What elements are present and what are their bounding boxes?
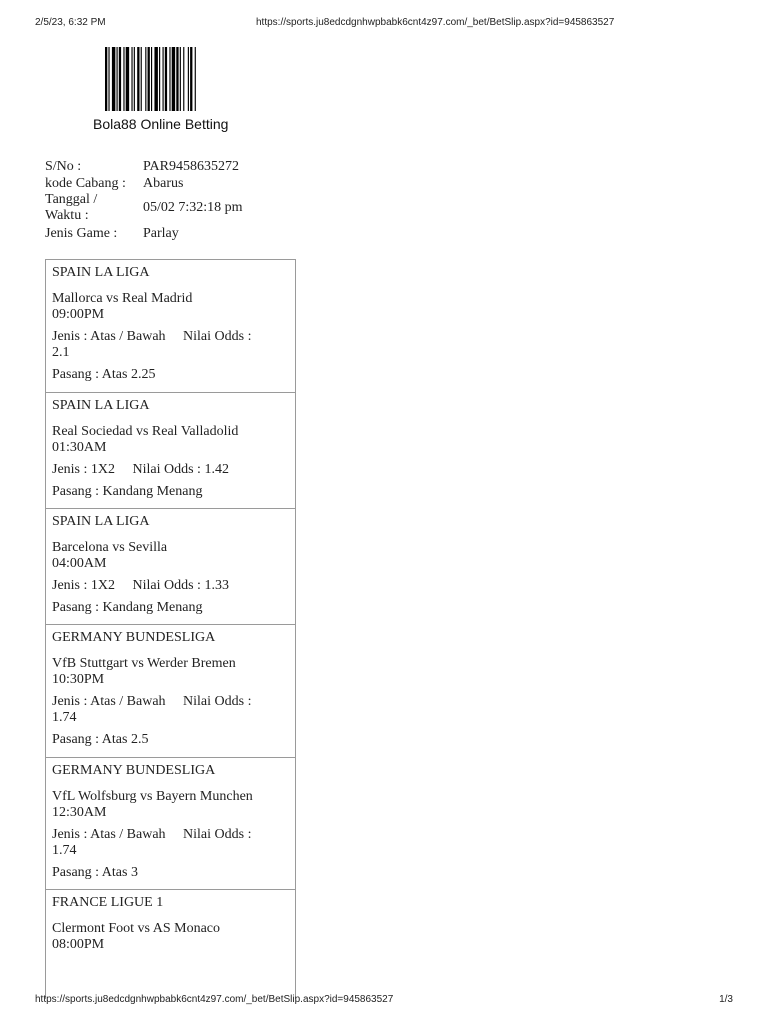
barcode-bar — [105, 47, 107, 111]
bet-item — [46, 890, 295, 999]
brand-title: Bola88 Online Betting — [93, 116, 229, 132]
bet-league: FRANCE LIGUE 1 — [52, 895, 164, 910]
barcode-bar — [123, 47, 124, 111]
sn-value: PAR9458635272 — [143, 158, 239, 174]
bet-odds-value: 1.74 — [52, 710, 77, 725]
bet-pick: Pasang : Atas 2.25 — [52, 367, 156, 382]
datetime-label-line-1: Tanggal / — [45, 192, 98, 207]
barcode-bar — [112, 47, 115, 111]
page-number: 1/3 — [719, 994, 733, 1005]
bet-pick: Pasang : Kandang Menang — [52, 600, 203, 615]
bet-league: GERMANY BUNDESLIGA — [52, 763, 216, 778]
bet-pick: Pasang : Kandang Menang — [52, 484, 203, 499]
barcode-bar — [117, 47, 118, 111]
bet-pick: Pasang : Atas 2.5 — [52, 732, 149, 747]
barcode-bar — [180, 47, 181, 111]
info-row-sn — [45, 158, 243, 175]
bet-pick: Pasang : Atas 3 — [52, 865, 138, 880]
barcode-bar — [190, 47, 192, 111]
barcode-bar — [172, 47, 175, 111]
datetime-value: 05/02 7:32:18 pm — [143, 200, 243, 215]
barcode-bar — [169, 47, 170, 111]
info-row-game — [45, 225, 243, 242]
barcode-bar — [151, 47, 152, 111]
bet-time: 08:00PM — [52, 937, 105, 952]
bet-type: Jenis : Atas / Bawah — [52, 694, 166, 709]
print-url: https://sports.ju8edcdgnhwpbabk6cnt4z97.com/_bet/BetSlip.aspx?id=945863527 — [256, 17, 615, 28]
barcode-bar — [195, 47, 196, 111]
bet-odds-line — [52, 462, 289, 478]
bet-info — [45, 158, 243, 242]
bet-item — [46, 758, 295, 890]
bet-league: GERMANY BUNDESLIGA — [52, 630, 216, 645]
bet-odds-value: 1.74 — [52, 843, 77, 858]
bet-time: 09:00PM — [52, 307, 105, 322]
barcode-bar — [145, 47, 146, 111]
bet-match: VfL Wolfsburg vs Bayern Munchen — [52, 789, 253, 804]
bet-item — [46, 393, 295, 509]
bet-match: VfB Stuttgart vs Werder Bremen — [52, 656, 236, 671]
bet-type: Jenis : 1X2 — [52, 462, 115, 477]
bet-odds-value: 1.33 — [204, 578, 229, 593]
barcode-bar — [188, 47, 189, 111]
bet-odds-label: Nilai Odds : — [183, 694, 252, 709]
bet-odds-value: 2.1 — [52, 345, 70, 360]
bet-type: Jenis : 1X2 — [52, 578, 115, 593]
datetime-label-line-2: Waktu : — [45, 208, 89, 223]
barcode-bar — [126, 47, 129, 111]
datetime-label — [45, 192, 143, 224]
bet-odds-label: Nilai Odds : — [183, 827, 252, 842]
print-date: 2/5/23, 6:32 PM — [35, 17, 106, 28]
info-row-branch — [45, 175, 243, 192]
bet-match: Mallorca vs Real Madrid — [52, 291, 193, 306]
barcode-bar — [141, 47, 142, 111]
bet-time: 10:30PM — [52, 672, 105, 687]
barcode-bar — [159, 47, 160, 111]
branch-value: Abarus — [143, 175, 184, 191]
bet-league: SPAIN LA LIGA — [52, 265, 150, 280]
bet-odds-line — [52, 694, 289, 726]
bet-match: Clermont Foot vs AS Monaco — [52, 921, 221, 936]
bet-league: SPAIN LA LIGA — [52, 398, 150, 413]
bet-odds-line — [52, 578, 289, 594]
bet-odds-line — [52, 827, 289, 859]
bet-time: 04:00AM — [52, 556, 107, 571]
bet-type: Jenis : Atas / Bawah — [52, 827, 166, 842]
barcode-icon — [105, 47, 233, 111]
bet-item — [46, 260, 295, 393]
barcode-bar — [183, 47, 184, 111]
bet-time: 12:30AM — [52, 805, 107, 820]
bet-odds-value: 1.42 — [204, 462, 229, 477]
branch-label: kode Cabang : — [45, 175, 126, 191]
bet-odds-label: Nilai Odds : — [132, 578, 201, 593]
bet-item — [46, 625, 295, 758]
barcode-bar — [137, 47, 139, 111]
bet-league: SPAIN LA LIGA — [52, 514, 150, 529]
barcode-bar — [108, 47, 109, 111]
info-row-datetime — [45, 192, 243, 224]
barcode-bar — [131, 47, 132, 111]
bet-list — [45, 259, 296, 999]
barcode-bar — [165, 47, 167, 111]
bet-time: 01:30AM — [52, 440, 107, 455]
bet-match: Barcelona vs Sevilla — [52, 540, 168, 555]
bet-odds-label: Nilai Odds : — [132, 462, 201, 477]
barcode-bar — [148, 47, 150, 111]
bet-item — [46, 509, 295, 625]
barcode-bar — [134, 47, 135, 111]
bet-match: Real Sociedad vs Real Valladolid — [52, 424, 239, 439]
print-footer-url: https://sports.ju8edcdgnhwpbabk6cnt4z97.com/_bet/BetSlip.aspx?id=945863527 — [35, 994, 394, 1005]
bet-odds-label: Nilai Odds : — [183, 329, 252, 344]
bet-type: Jenis : Atas / Bawah — [52, 329, 166, 344]
barcode-bar — [154, 47, 157, 111]
barcode-bar — [163, 47, 164, 111]
game-value: Parlay — [143, 225, 179, 241]
barcode-bar — [176, 47, 178, 111]
sn-label: S/No : — [45, 158, 82, 174]
game-label: Jenis Game : — [45, 225, 118, 241]
bet-odds-line — [52, 329, 289, 361]
barcode-bar — [119, 47, 121, 111]
